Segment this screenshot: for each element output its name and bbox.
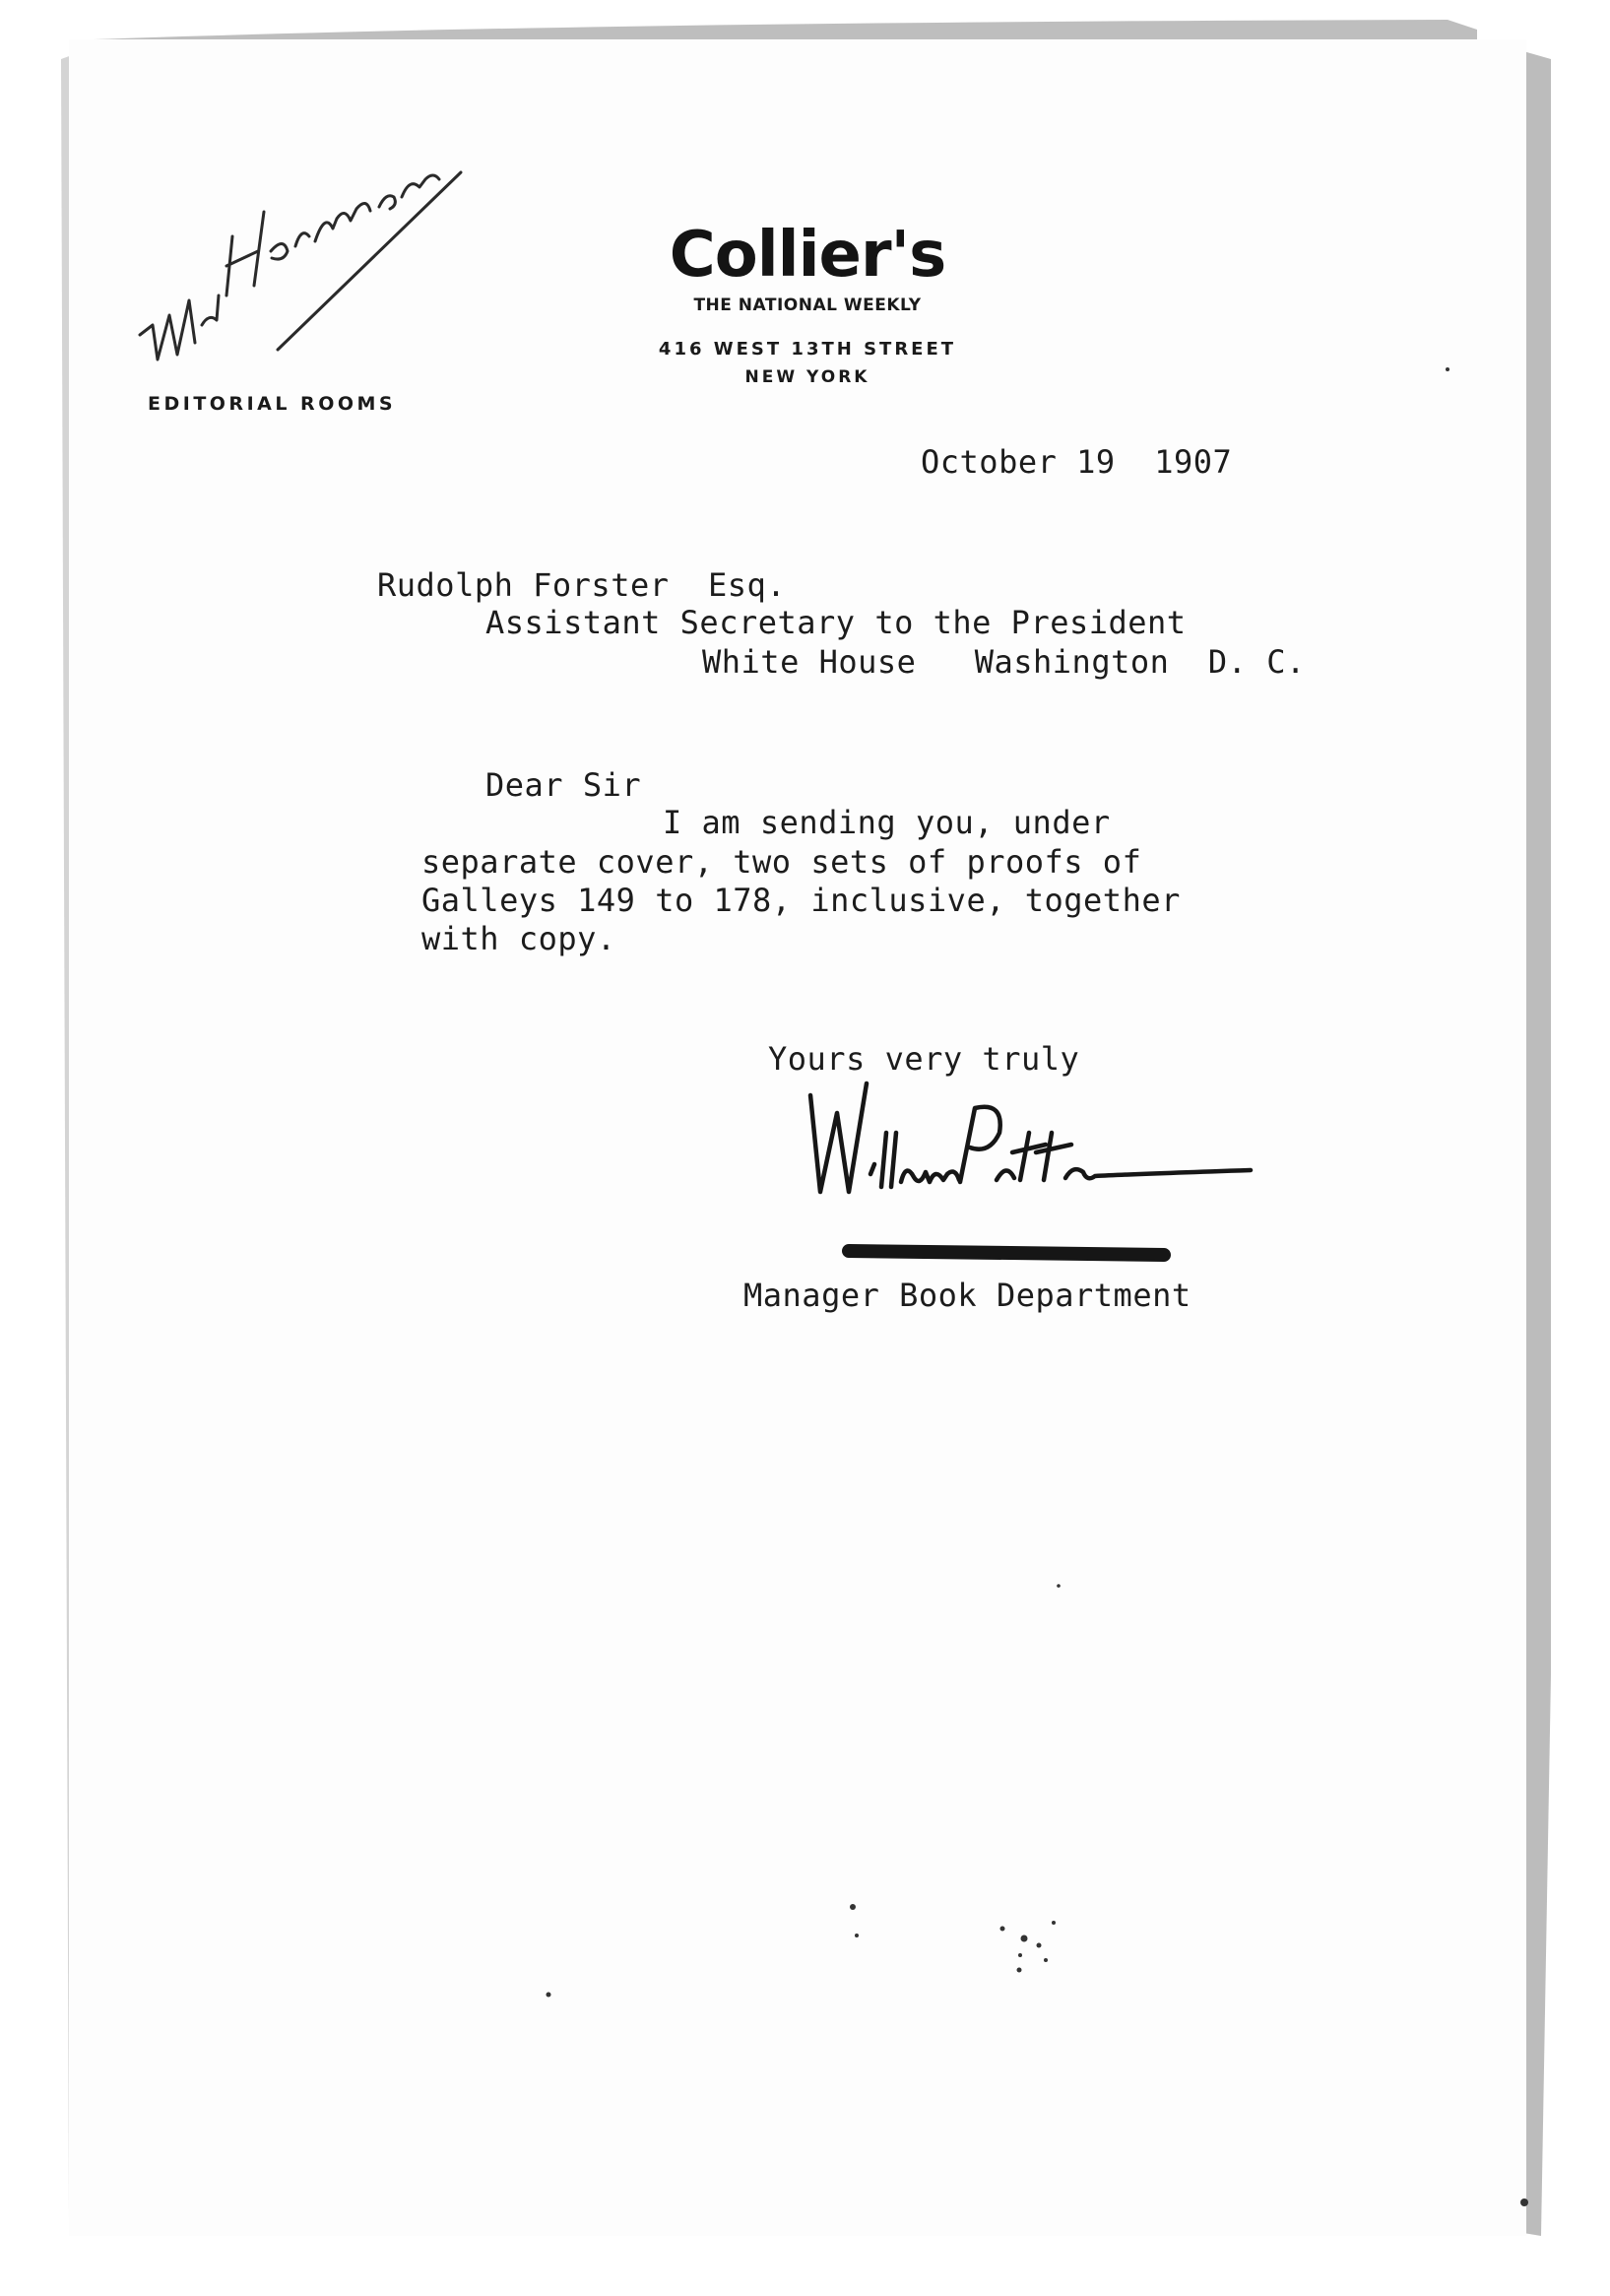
signer-title: Manager Book Department bbox=[743, 1277, 1191, 1314]
letterhead-address: 416 WEST 13TH STREET bbox=[658, 339, 957, 360]
body-line: I am sending you, under bbox=[663, 804, 1111, 841]
letter-date: October 19 1907 bbox=[921, 443, 1233, 481]
body-line: Galleys 149 to 178, inclusive, together bbox=[421, 882, 1181, 919]
body-line: with copy. bbox=[421, 920, 616, 957]
salutation: Dear Sir bbox=[485, 766, 642, 804]
letterhead-city: NEW YORK bbox=[744, 367, 870, 387]
closing: Yours very truly bbox=[768, 1040, 1080, 1078]
recipient-name: Rudolph Forster Esq. bbox=[377, 566, 787, 604]
letterhead-title: Collier's bbox=[669, 219, 946, 292]
recipient-address: White House Washington D. C. bbox=[702, 643, 1306, 681]
recipient-title: Assistant Secretary to the President bbox=[485, 604, 1187, 641]
editorial-rooms-label: EDITORIAL ROOMS bbox=[148, 393, 397, 415]
body-line: separate cover, two sets of proofs of bbox=[421, 843, 1142, 881]
letterhead-tagline: THE NATIONAL WEEKLY bbox=[693, 295, 922, 315]
